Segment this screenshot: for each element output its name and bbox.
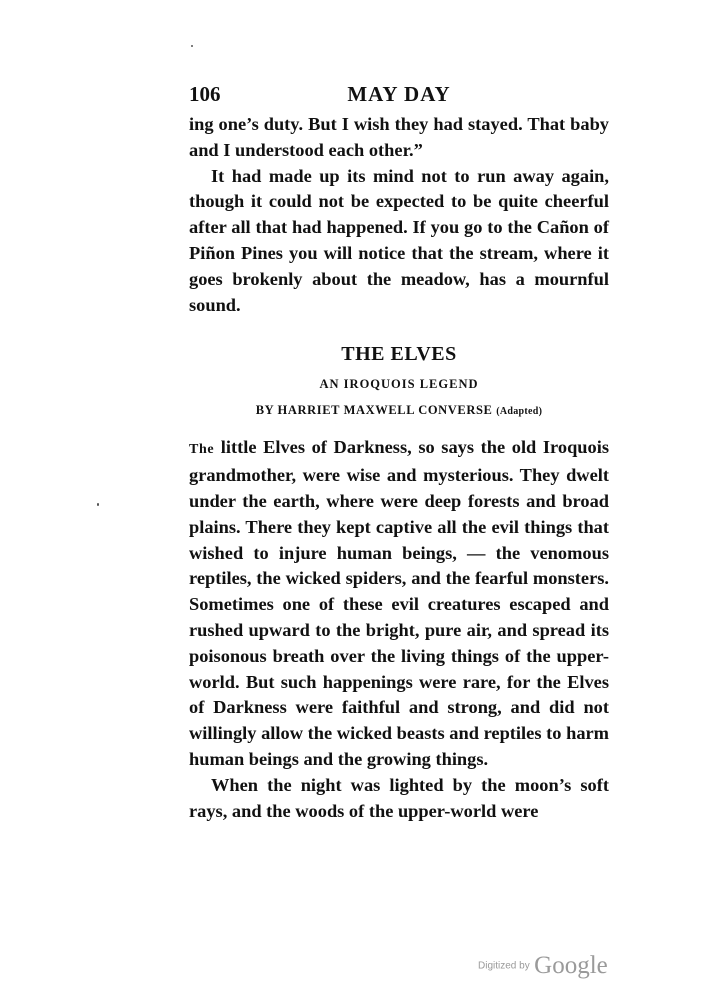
story-title: THE ELVES	[341, 343, 457, 366]
story-paragraph-text: little Elves of Darkness, so says the old Iroquois grandmother, were wise and mysterious. They dwelt under the earth, where were deep forests and broad plains. There they kept captive all the evil things that wished to injure human beings, — the venomous reptiles, the wicked spiders, and the fearful monsters. Sometimes one of these evil creatures escaped and rushed upward to the bright, pure air, and spread its poisonous breath over the living things of the upper-world. But such happenings were rare, for the Elves of Darkness were faithful and strong, and did not willingly allow the wicked beasts and reptiles to harm human beings and the growing things.	[189, 437, 609, 769]
story-paragraph	[189, 435, 609, 772]
author-line: BY HARRIET MAXWELL CONVERSE	[255, 403, 493, 418]
running-head: MAY DAY	[347, 82, 451, 106]
watermark-brand: Google	[534, 952, 608, 979]
stray-mark	[191, 45, 193, 47]
closing-paragraph: It had made up its mind not to run away again, though it could not be expected to be quite cheerful after all that had happened. If you go to the Cañon of Piñon Pines you will notice that the stream, where it goes brokenly about the meadow, has a mournful sound.	[189, 165, 609, 315]
page-number: 106	[189, 82, 221, 106]
lead-word: The	[189, 442, 215, 458]
story-subtitle: AN IROQUOIS LEGEND	[319, 377, 479, 392]
digitized-watermark	[478, 952, 658, 980]
story-paragraph: When the night was lighted by the moon’s soft rays, and the woods of the upper-world were	[189, 774, 609, 821]
page-header	[189, 80, 609, 112]
stray-mark	[97, 503, 99, 506]
story-byline	[189, 401, 609, 421]
book-page	[189, 80, 609, 824]
continued-paragraph: ing one’s duty. But I wish they had stayed. That baby and I understood each other.”	[189, 114, 609, 160]
adapted-note: (Adapted)	[496, 406, 543, 418]
watermark-prefix: Digitized by	[478, 960, 530, 972]
